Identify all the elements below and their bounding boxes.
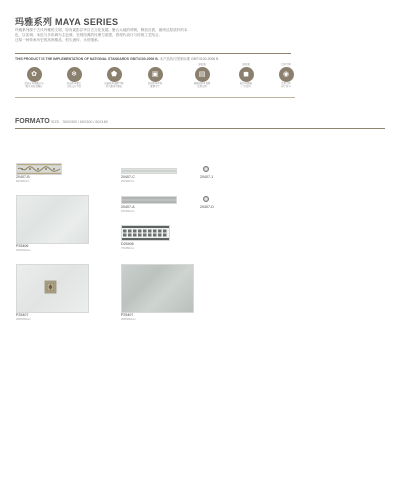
square-icon: ▣ [148,67,163,82]
feature-caption: 墙面铺贴 & 地面 适用范围 [193,83,211,88]
description-line: 还原一种传承历史的高贵精品，恒久流传，永世继承。 [15,38,102,42]
decor-tile-image [16,264,89,313]
liner-tile-image [121,168,177,174]
feature-caption: 抗冻性 & 耐污 冷热交替不裂 [66,83,82,88]
formato-heading: FORMATO [15,118,50,125]
formato-divider [15,128,385,129]
product-size: 25X300mm [121,180,135,183]
feature-label [16,62,52,66]
product-code: 20407-1 [200,175,214,179]
product-code: 20407-A [121,205,135,209]
product-size: 300X450mm [16,318,31,321]
border-tile-image [16,163,62,175]
product-code: 20407-D [200,205,214,209]
sofa-icon: ◉ [279,67,294,82]
globe-icon: ✿ [27,67,42,82]
feature-label [137,62,173,66]
feature-caption: 抗磨损 & 表面平整 经久耐用不褪色 [104,83,124,88]
features-divider [15,97,295,98]
liner-tile-image [121,196,177,204]
feature-item [56,62,92,89]
product-size: 300X450mm [16,249,31,252]
corner-piece-image [203,166,209,172]
standard-chinese: 本产品执行国家标准 GB/T4100-2006 B [159,57,219,61]
product-code: P25407 [16,313,29,317]
feature-label [56,62,92,66]
feature-label: 适用空间 [281,63,291,66]
product-code: 20407-B [16,175,30,179]
floor-tile-image [121,264,194,313]
corner-piece-image [203,196,209,202]
product-code: 20407-C [121,175,135,179]
product-size: 75X450mm [121,247,135,250]
feature-item [184,62,220,89]
feature-item [96,62,132,89]
size-list: SIZE：300X300 / 60X300 / 60X180 [51,120,108,124]
shield-icon: ⬟ [107,67,122,82]
description-line: 色，以灰调、米色与多彩调为主色调，呈现经典的纹理与质感，将现代设计与传统工艺结合， [15,33,163,37]
product-code: P25406 [16,244,29,248]
description-line: 玛雅系列源于古代玛雅的文明，原有素影浮华自古文化发端，聚合大地的呼吸，释放自我，最终还原质朴的本 [15,28,188,32]
product-code: P25407 [121,313,134,317]
product-code: D25406 [121,242,134,246]
feature-label [96,62,132,66]
snowflake-icon: ❄ [67,67,82,82]
product-size: 25X300mm [121,210,135,213]
feature-label: 铺贴面 [198,63,206,66]
standard-english: THIS PRODUCT IS THE IMPLEMENTATION OF NATIONAL STANDARDS GB/T4100-2006 B. [15,57,159,61]
feature-item [16,62,52,89]
feature-caption: 抗菌性 & 环保 健康卫生 [147,83,163,88]
feature-caption: 防滑 & 耐磨 户外适用 [240,83,252,88]
wall-tile-image [16,195,89,244]
feature-item [268,62,304,89]
header-divider [15,53,291,54]
feature-caption: 高热度 & 低吸水率 吸水率低 高硬度 [24,83,44,88]
car-icon: ◼ [239,67,254,82]
bricks-icon: ▤ [195,67,210,82]
feature-caption: 适用空间 客厅 卧室 [281,83,291,88]
feature-label: 铺贴面 [242,63,250,66]
product-size: 60X300mm [16,180,30,183]
product-size: 300X450mm [121,318,136,321]
mosaic-border-image [121,225,170,241]
feature-item [228,62,264,89]
standard-note [15,56,218,61]
series-title: 玛雅系列 MAYA SERIES [15,17,119,27]
series-description [15,28,245,43]
feature-item [137,62,173,89]
